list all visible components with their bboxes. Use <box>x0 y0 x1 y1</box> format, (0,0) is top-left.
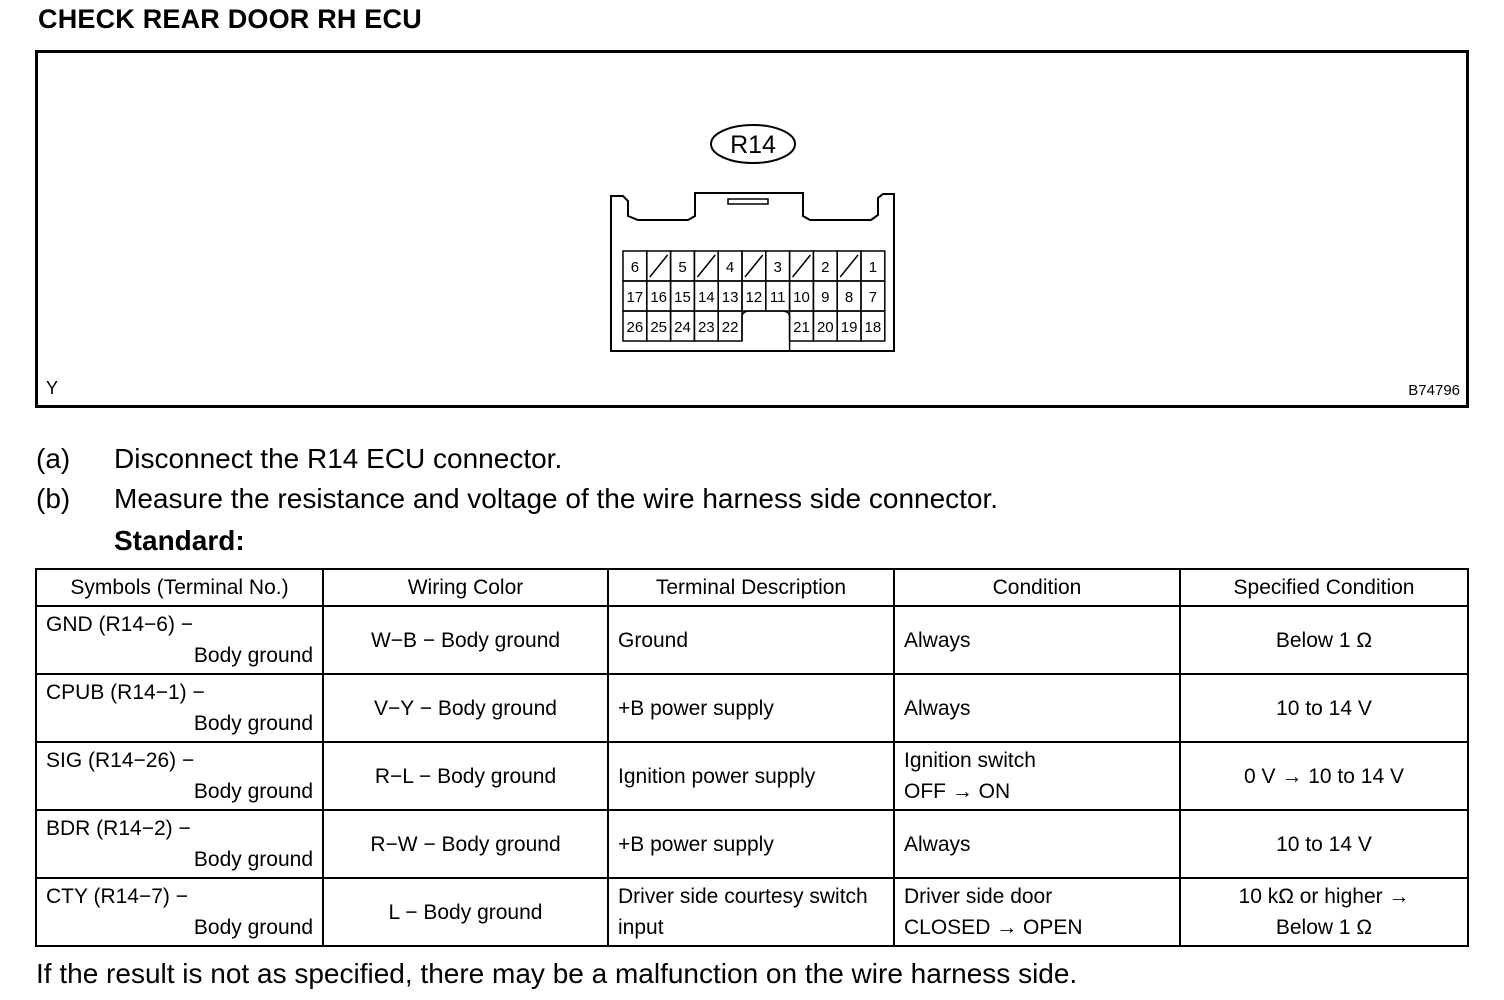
wiring-color-cell: R−L − Body ground <box>323 742 608 810</box>
wiring-color-cell: R−W − Body ground <box>323 810 608 878</box>
description-cell: Ground <box>608 606 894 674</box>
step-b <box>36 483 998 515</box>
specified-condition-cell <box>1180 878 1468 946</box>
condition-cell: Always <box>894 674 1180 742</box>
step-a <box>36 443 562 475</box>
pin-number: 12 <box>745 289 763 306</box>
table-header-row <box>36 569 1468 606</box>
pin-number: 8 <box>844 289 854 306</box>
symbol-ground: Body ground <box>193 780 313 803</box>
connector-key-notch <box>742 311 790 351</box>
empty-pin-slash <box>840 255 858 277</box>
result-note: If the result is not as specified, there may be a malfunction on the wire harness side. <box>36 958 1078 989</box>
pin-number: 21 <box>793 319 810 336</box>
symbol-ground: Body ground <box>193 712 313 735</box>
description-line: input <box>618 916 664 939</box>
condition-line: OFF → ON <box>904 780 1011 803</box>
empty-pin-slash <box>793 255 811 277</box>
pin-number: 26 <box>626 319 644 336</box>
wiring-color-cell: W−B − Body ground <box>323 606 608 674</box>
pin-number: 25 <box>650 319 668 336</box>
symbol-text: CTY (R14−7) − <box>46 885 189 908</box>
condition-cell: Always <box>894 810 1180 878</box>
condition-cell <box>894 878 1180 946</box>
symbol-ground: Body ground <box>193 848 313 871</box>
pin-number: 6 <box>630 259 640 276</box>
symbol-cell <box>36 674 323 742</box>
connector-diagram <box>38 53 1466 405</box>
connector-figure <box>35 50 1469 408</box>
symbol-cell <box>36 878 323 946</box>
spec-line: 10 kΩ or higher → <box>1238 885 1410 908</box>
specified-condition-cell: 0 V → 10 to 14 V <box>1180 742 1468 810</box>
step-text: Disconnect the R14 ECU connector. <box>114 443 563 474</box>
symbol-text: GND (R14−6) − <box>46 613 194 636</box>
pin-number: 10 <box>793 289 810 306</box>
pin-number: 19 <box>840 319 858 336</box>
description-cell: Ignition power supply <box>608 742 894 810</box>
symbol-cell <box>36 742 323 810</box>
condition-line: CLOSED → OPEN <box>904 916 1083 939</box>
column-header: Condition <box>894 569 1180 606</box>
symbol-text: SIG (R14−26) − <box>46 749 195 772</box>
symbol-cell <box>36 810 323 878</box>
condition-line: Driver side door <box>904 885 1053 908</box>
column-header: Terminal Description <box>608 569 894 606</box>
pin-number: 4 <box>725 259 735 276</box>
pin-number: 18 <box>864 319 882 336</box>
description-cell: +B power supply <box>608 810 894 878</box>
table-row <box>36 878 1468 946</box>
table-row <box>36 810 1468 878</box>
pin-number: 2 <box>821 259 830 276</box>
pin-grid <box>623 251 885 351</box>
pin-number: 16 <box>650 289 668 306</box>
pin-number: 24 <box>674 319 691 336</box>
symbol-ground: Body ground <box>193 644 313 667</box>
table-row <box>36 674 1468 742</box>
standard-label: Standard: <box>114 525 245 556</box>
figure-code-right: B74796 <box>1408 382 1460 399</box>
spec-line: Below 1 Ω <box>1275 916 1373 939</box>
condition-cell: Always <box>894 606 1180 674</box>
table-row <box>36 742 1468 810</box>
spec-table <box>35 568 1469 947</box>
condition-line: Ignition switch <box>904 749 1036 772</box>
connector-label: R14 <box>730 131 776 159</box>
empty-pin-slash <box>697 255 715 277</box>
symbol-text: CPUB (R14−1) − <box>46 681 205 704</box>
pin-number: 13 <box>721 289 739 306</box>
empty-pin-slash <box>745 255 763 277</box>
column-header: Wiring Color <box>323 569 608 606</box>
pin-number: 1 <box>868 259 878 276</box>
symbol-text: BDR (R14−2) − <box>46 817 191 840</box>
description-cell <box>608 878 894 946</box>
column-header: Specified Condition <box>1180 569 1468 606</box>
table-row <box>36 606 1468 674</box>
specified-condition-cell: 10 to 14 V <box>1180 810 1468 878</box>
specified-condition-cell: 10 to 14 V <box>1180 674 1468 742</box>
figure-code-left: Y <box>46 378 59 398</box>
step-text: Measure the resistance and voltage of the wire harness side connector. <box>114 483 999 514</box>
page-title: CHECK REAR DOOR RH ECU <box>38 4 422 34</box>
step-label: (a) <box>36 443 71 474</box>
pin-number: 20 <box>816 319 834 336</box>
pin-number: 22 <box>721 319 739 336</box>
wiring-color-cell: L − Body ground <box>323 878 608 946</box>
pin-number: 9 <box>821 289 830 306</box>
pin-number: 23 <box>697 319 715 336</box>
pin-number: 15 <box>674 289 691 306</box>
symbol-cell <box>36 606 323 674</box>
pin-number: 3 <box>773 259 782 276</box>
pin-number: 11 <box>769 289 786 306</box>
column-header: Symbols (Terminal No.) <box>36 569 323 606</box>
description-line: Driver side courtesy switch <box>618 885 868 908</box>
specified-condition-cell: Below 1 Ω <box>1180 606 1468 674</box>
description-cell: +B power supply <box>608 674 894 742</box>
pin-number: 17 <box>626 289 644 306</box>
pin-number: 7 <box>868 289 878 306</box>
empty-pin-slash <box>650 255 668 277</box>
step-label: (b) <box>36 483 71 514</box>
connector-latch <box>728 199 768 204</box>
symbol-ground: Body ground <box>193 916 313 939</box>
wiring-color-cell: V−Y − Body ground <box>323 674 608 742</box>
pin-number: 14 <box>697 289 715 306</box>
condition-cell <box>894 742 1180 810</box>
pin-number: 5 <box>678 259 687 276</box>
